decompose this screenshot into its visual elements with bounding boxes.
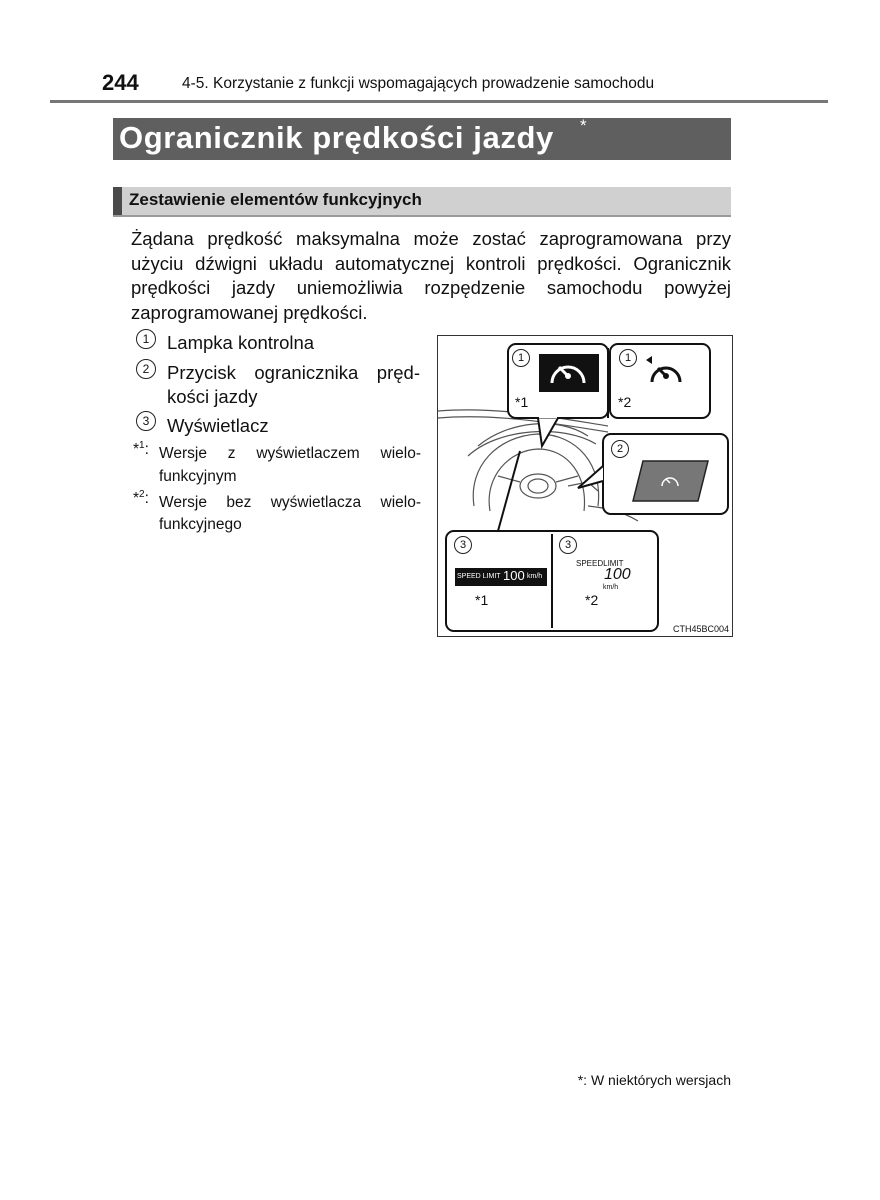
item-number-1: 1 — [136, 329, 156, 349]
item-label-1: Lampka kontrolna — [167, 332, 315, 353]
note-2-line2: funkcyjnego — [159, 516, 242, 533]
note-mark-2: *$^2$: — [133, 489, 149, 508]
display1-label: SPEED LIMIT — [457, 573, 501, 580]
note-mark-1: *$^1$: — [133, 440, 149, 459]
figure-star-2b: *2 — [585, 592, 599, 608]
display2-label: SPEEDLIMIT — [576, 559, 624, 568]
figure-callout-2: 2 — [611, 440, 629, 458]
display1-value: 100 — [503, 568, 525, 583]
item-label-3: Wyświetlacz — [167, 415, 269, 436]
figure-star-2a: *2 — [618, 394, 632, 410]
item-label-2a: Przycisk ogranicznika pręd- — [167, 362, 420, 383]
section-underline — [113, 215, 731, 217]
note-1-line2: funkcyjnym — [159, 468, 237, 485]
header-rule — [50, 100, 828, 103]
display2-value: 100 — [604, 566, 631, 583]
note-2-line1: Wersje bez wyświetlacza wielo- — [159, 494, 421, 511]
section-accent — [113, 187, 122, 215]
item-number-3: 3 — [136, 411, 156, 431]
page-number: 244 — [102, 70, 139, 95]
figure-callout-1b: 1 — [619, 349, 637, 367]
figure-callout-1a: 1 — [512, 349, 530, 367]
display2-unit: km/h — [603, 584, 619, 591]
dashboard-illustration — [438, 336, 732, 636]
chapter-title: 4-5. Korzystanie z funkcji wspomagających prowadzenie samochodu — [182, 75, 655, 92]
figure-callout-3a: 3 — [454, 536, 472, 554]
page-title: Ogranicznik prędkości jazdy — [119, 120, 554, 155]
title-asterisk: * — [580, 116, 587, 135]
figure-callout-3b: 3 — [559, 536, 577, 554]
item-number-2: 2 — [136, 359, 156, 379]
figure-star-1b: *1 — [475, 592, 489, 608]
intro-paragraph: Żądana prędkość maksymalna może zostać zaprogramowana przy użyciu dźwigni układu automatycznej kontroli prędkości. Ogranicznik prędkości jazdy uniemożliwia rozpędzenie samochodu powyżej zaprogramowanej prędkości. — [131, 228, 731, 323]
footnote-mark: * — [577, 1072, 584, 1088]
figure-code: CTH45BC004 — [672, 624, 729, 634]
item-label-2b: kości jazdy — [167, 386, 258, 407]
figure-star-1a: *1 — [515, 394, 529, 410]
dashboard-figure — [437, 335, 733, 637]
section-heading: Zestawienie elementów funkcyjnych — [129, 190, 422, 209]
display1-unit: km/h — [527, 573, 543, 580]
footnote — [578, 1072, 731, 1088]
note-1-line1: Wersje z wyświetlaczem wielo- — [159, 445, 421, 462]
footnote-text: : W niektórych wersjach — [583, 1072, 731, 1088]
